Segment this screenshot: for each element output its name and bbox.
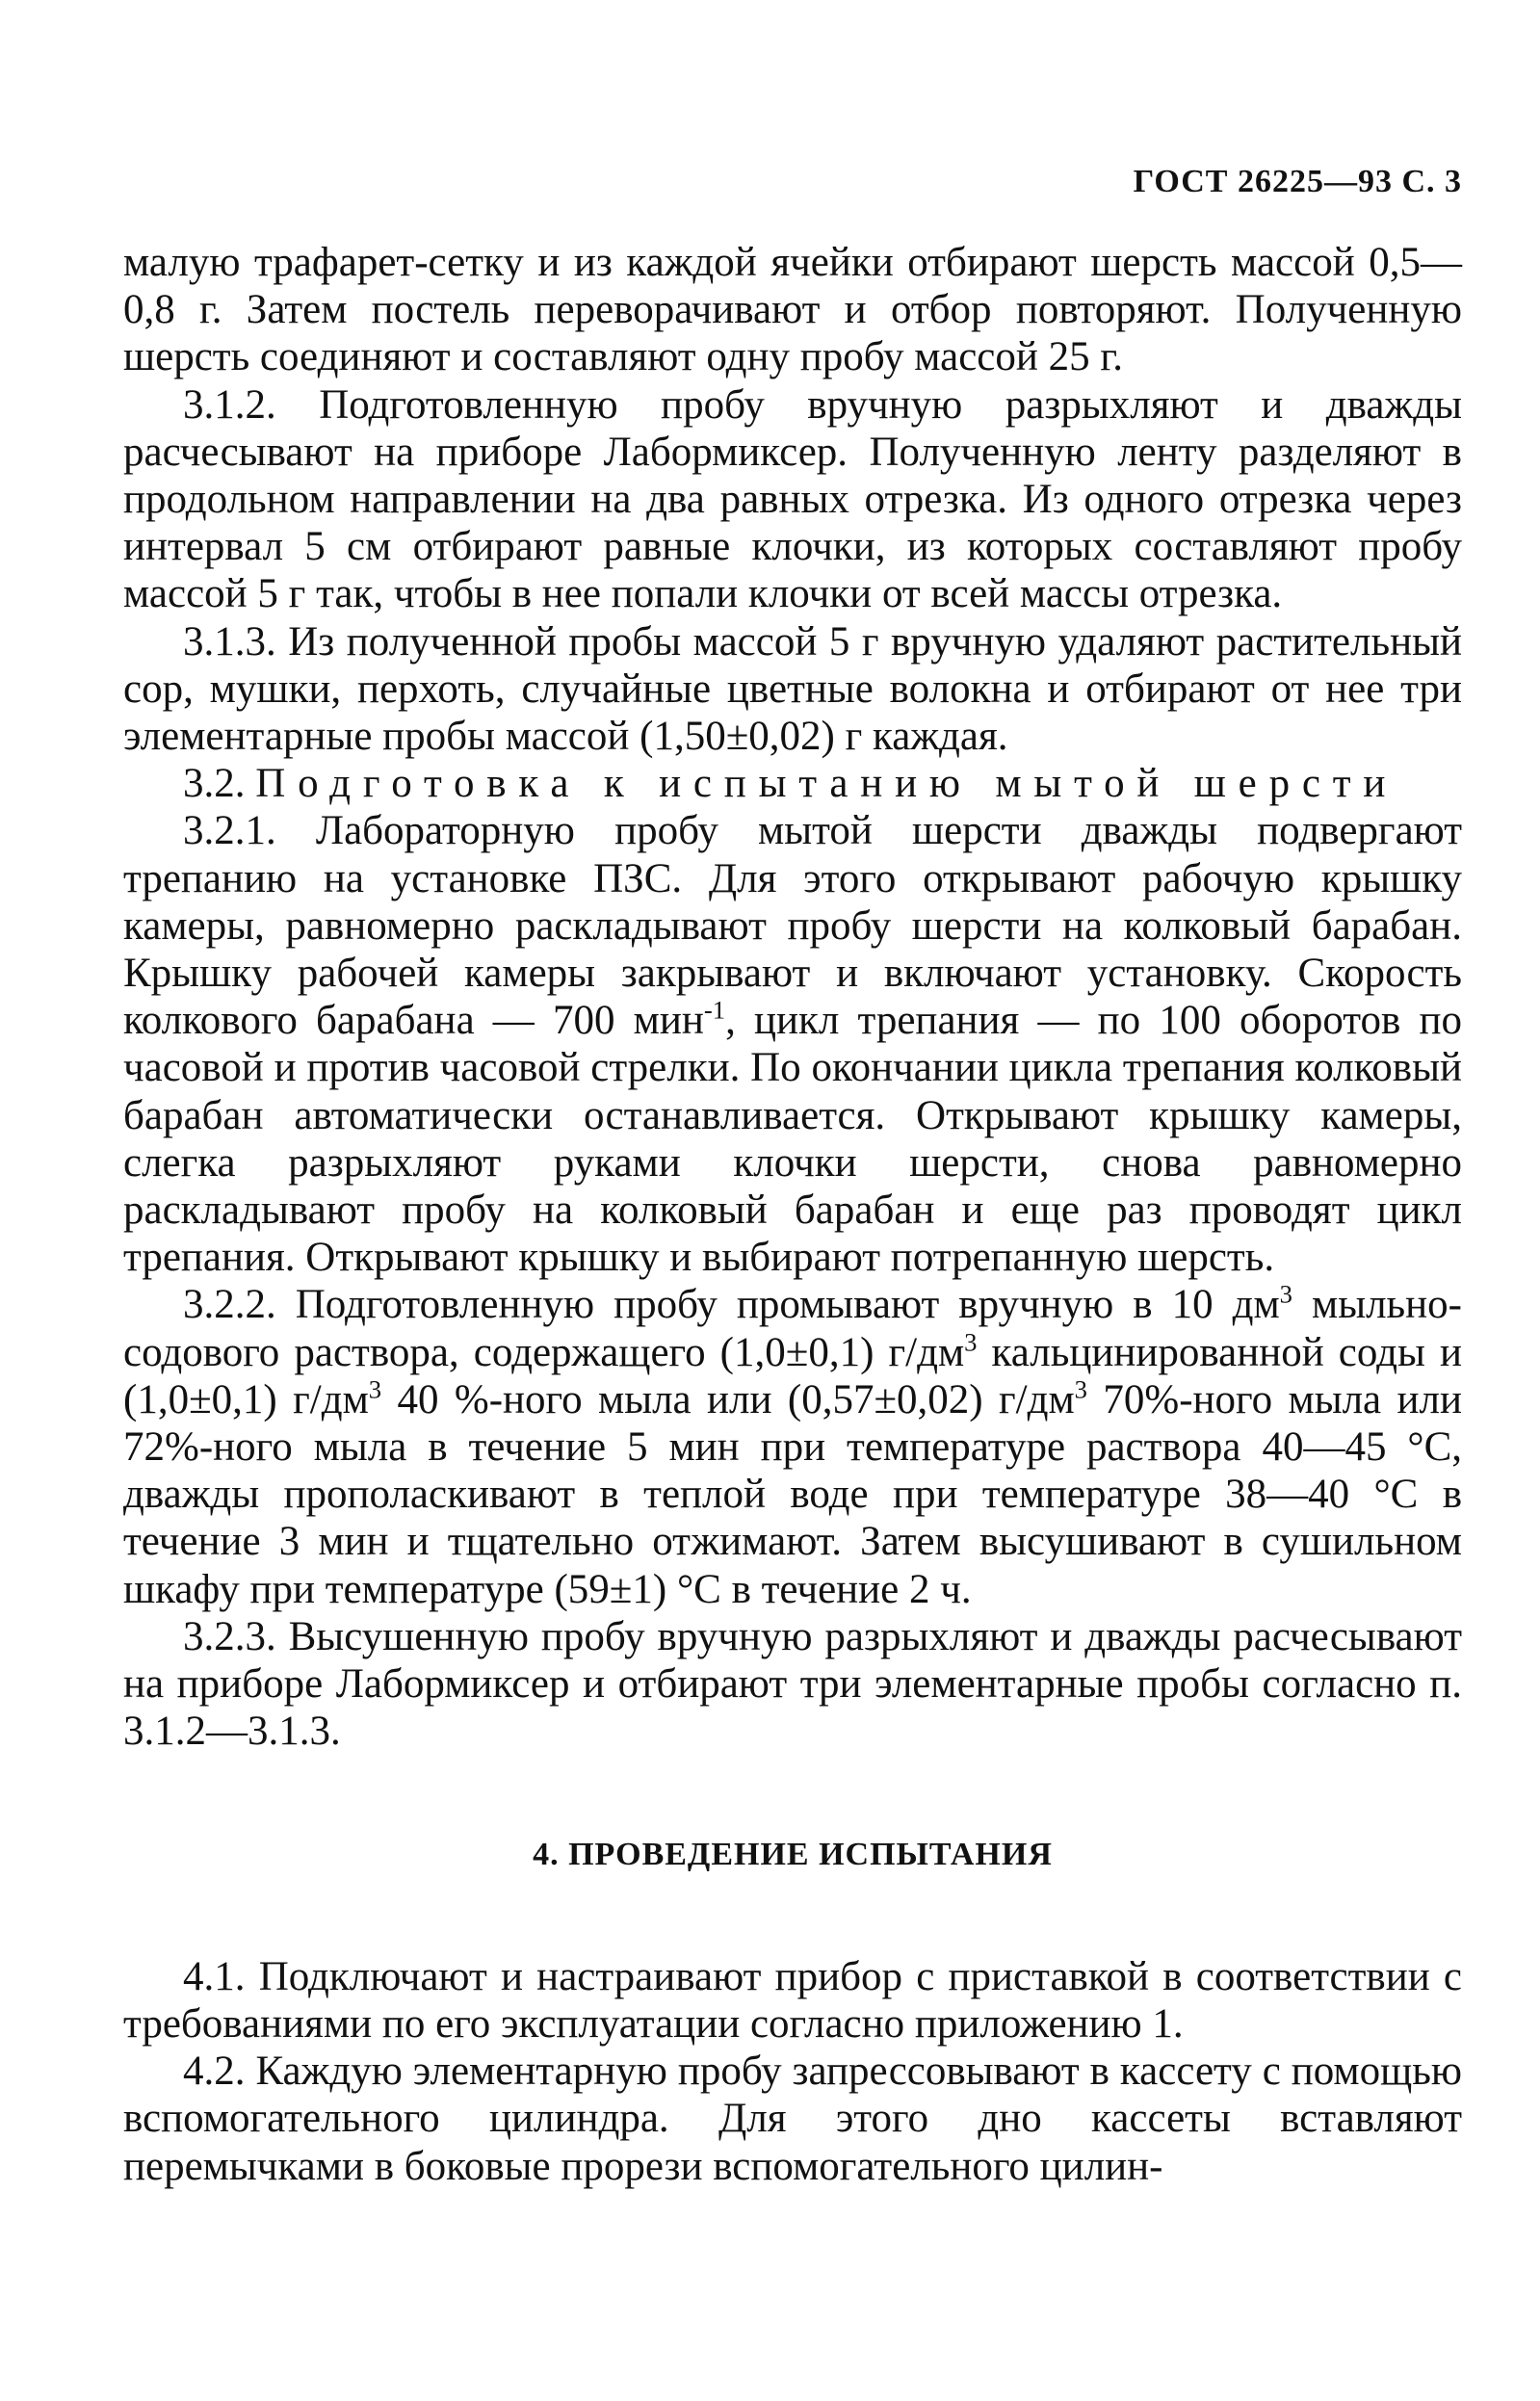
paragraph-3-2-2-part-a: 3.2.2. Подготовленную пробу промывают вручную в 10 дм: [183, 1282, 1280, 1328]
superscript-minus-one: -1: [703, 995, 726, 1025]
document-body: [123, 239, 1462, 2190]
paragraph-4-1: 4.1. Подключают и настраивают прибор с приставкой в соответствии с требованиями по его эксплуатации согласно приложению 1.: [123, 1953, 1462, 2047]
superscript-cube: 3: [368, 1374, 382, 1404]
page-header: ГОСТ 26225—93 С. 3: [1133, 164, 1462, 199]
paragraph-3-2-2-part-e: 70%-ного мыла или 72%-ного мыла в течение 5 мин при температуре раствора 40—45 °С, дважды прополаскивают в теплой воде при температуре 38—40 °С в течение 3 мин и тщательно отжимают. Затем высушивают в сушильном шкафу при температуре (59±1) °С в течение 2 ч.: [123, 1376, 1462, 1612]
paragraph-3-2-2: [123, 1281, 1462, 1612]
superscript-cube: 3: [1074, 1374, 1087, 1404]
paragraph-continuation: малую трафарет-сетку и из каждой ячейки отбирают шерсть массой 0,5—0,8 г. Затем постель переворачивают и отбор повторяют. Полученную шерсть соединяют и составляют одну пробу массой 25 г.: [123, 240, 1462, 380]
superscript-cube: 3: [1279, 1280, 1292, 1310]
paragraph-3-2-1-part-b: , цикл трепания — по 100 оборотов по часовой и против часовой стрелки. По окончании цикла трепания колковый барабан автоматически останавливается. Открывают крышку камеры, слегка разрыхляют руками клочки шерсти, снова равномерно раскладывают пробу на колковый барабан и еще раз проводят цикл трепания. Открывают крышку и выбирают потрепанную шерсть.: [123, 998, 1462, 1281]
paragraph-3-2-3: 3.2.3. Высушенную пробу вручную разрыхляют и дважды расчесывают на приборе Лабормиксер и отбирают три элементарные пробы согласно п. 3.1.2—3.1.3.: [123, 1613, 1462, 1755]
paragraph-3-2-2-part-c: кальцинированной соды и (1,0±0,1) г/дм: [123, 1329, 1462, 1422]
paragraph-4-2: 4.2. Каждую элементарную пробу запрессовывают в кассету с помощью вспомогательного цилиндра. Для этого дно кассеты вставляют перемычками в боковые прорези вспомогательного цилин-: [123, 2049, 1462, 2189]
superscript-cube: 3: [964, 1327, 978, 1357]
subsection-number: 3.2.: [183, 761, 246, 807]
paragraph-3-2-2-part-d: 40 %-ного мыла или (0,57±0,02) г/дм: [381, 1376, 1075, 1422]
paragraph-3-2-1-part-a: 3.2.1. Лабораторную пробу мытой шерсти дважды подвергают трепанию на установке ПЗС. Для этого открывают рабочую крышку камеры, равномерно раскладывают пробу шерсти на колковый барабан. Крышку рабочей камеры закрывают и включают установку. Скорость колкового барабана — 700 мин: [123, 808, 1462, 1044]
paragraph-3-2-2-part-b: мыльно-содового раствора, содержащего (1,0±0,1) г/дм: [123, 1282, 1462, 1375]
paragraph-3-2-1: [123, 807, 1462, 1281]
subsection-title: Подготовка к испытанию мытой шерсти: [255, 761, 1398, 807]
subsection-3-2-heading: [123, 760, 1462, 807]
section-4-title: 4. ПРОВЕДЕНИЕ ИСПЫТАНИЯ: [533, 1836, 1053, 1872]
paragraph-3-1-2: 3.1.2. Подготовленную пробу вручную разрыхляют и дважды расчесывают на приборе Лабормиксер. Полученную ленту разделяют в продольном направлении на два равных отрезка. Из одного отрезка через интервал 5 см отбирают равные клочки, из которых составляют пробу массой 5 г так, чтобы в нее попали клочки от всей массы отрезка.: [123, 381, 1462, 617]
paragraph-3-1-3: 3.1.3. Из полученной пробы массой 5 г вручную удаляют растительный сор, мушки, перхоть, случайные цветные волокна и отбирают от нее три элементарные пробы массой (1,50±0,02) г каждая.: [123, 618, 1462, 760]
